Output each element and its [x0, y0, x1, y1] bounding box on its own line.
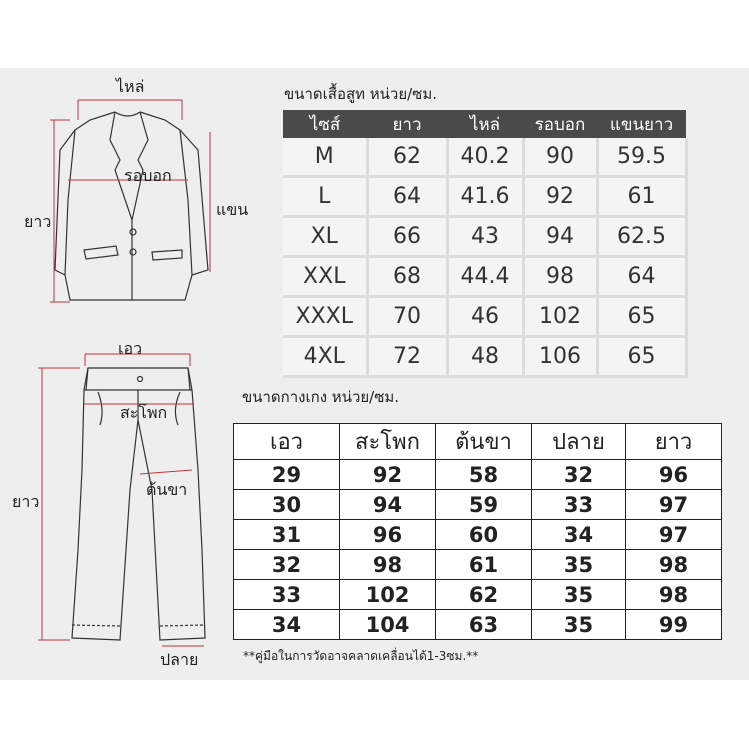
jacket-chart-title: ขนาดเสื้อสูท หน่วย/ซม.: [284, 85, 438, 103]
jacket-length-label: ยาว: [24, 212, 52, 231]
value-cell: 35: [532, 610, 626, 640]
header-cell: แขนยาว: [597, 110, 686, 138]
value-cell: 40.2: [447, 138, 523, 177]
value-cell: 61: [436, 550, 532, 580]
size-cell: XXL: [283, 257, 367, 297]
value-cell: 62: [436, 580, 532, 610]
table-row: [234, 520, 722, 550]
waist-cell: 32: [234, 550, 340, 580]
value-cell: 90: [523, 138, 597, 177]
table-row: [283, 337, 686, 377]
header-cell: เอว: [234, 424, 340, 460]
pants-length-label: ยาว: [12, 492, 40, 511]
value-cell: 68: [367, 257, 447, 297]
waist-cell: 29: [234, 460, 340, 490]
hem-label: ปลาย: [160, 650, 199, 669]
value-cell: 96: [626, 460, 722, 490]
size-cell: 4XL: [283, 337, 367, 377]
value-cell: 62.5: [597, 217, 686, 257]
value-cell: 32: [532, 460, 626, 490]
waist-cell: 33: [234, 580, 340, 610]
waist-cell: 30: [234, 490, 340, 520]
value-cell: 59.5: [597, 138, 686, 177]
header-cell: ต้นขา: [436, 424, 532, 460]
table-row: [283, 177, 686, 217]
value-cell: 92: [523, 177, 597, 217]
header-cell: ไซส์: [283, 110, 367, 138]
value-cell: 65: [597, 337, 686, 377]
waist-cell: 34: [234, 610, 340, 640]
waist-cell: 31: [234, 520, 340, 550]
header-cell: ยาว: [626, 424, 722, 460]
size-cell: L: [283, 177, 367, 217]
table-row: [283, 138, 686, 177]
header-cell: ปลาย: [532, 424, 626, 460]
value-cell: 48: [447, 337, 523, 377]
table-row: [283, 257, 686, 297]
value-cell: 34: [532, 520, 626, 550]
table-row: [234, 490, 722, 520]
thigh-label: ต้นขา: [146, 480, 188, 499]
value-cell: 98: [626, 550, 722, 580]
pants-size-table: [233, 423, 722, 640]
value-cell: 102: [523, 297, 597, 337]
value-cell: 94: [523, 217, 597, 257]
value-cell: 65: [597, 297, 686, 337]
value-cell: 72: [367, 337, 447, 377]
value-cell: 35: [532, 550, 626, 580]
value-cell: 58: [436, 460, 532, 490]
size-cell: XXXL: [283, 297, 367, 337]
value-cell: 98: [626, 580, 722, 610]
pants-chart-title: ขนาดกางเกง หน่วย/ซม.: [242, 388, 400, 406]
value-cell: 97: [626, 490, 722, 520]
shoulder-label: ไหล่: [116, 77, 145, 96]
table-row: [283, 217, 686, 257]
value-cell: 97: [626, 520, 722, 550]
value-cell: 59: [436, 490, 532, 520]
table-row: [234, 460, 722, 490]
value-cell: 41.6: [447, 177, 523, 217]
value-cell: 64: [367, 177, 447, 217]
value-cell: 104: [340, 610, 436, 640]
pants-illustration: [20, 350, 240, 660]
value-cell: 35: [532, 580, 626, 610]
value-cell: 60: [436, 520, 532, 550]
value-cell: 99: [626, 610, 722, 640]
measurement-note: **คู่มือในการวัดอาจคลาดเคลื่อนได้1-3ซม.**: [243, 649, 479, 663]
jacket-size-table: [283, 110, 688, 378]
size-cell: XL: [283, 217, 367, 257]
table-row: [234, 580, 722, 610]
waist-label: เอว: [118, 339, 143, 358]
value-cell: 61: [597, 177, 686, 217]
table-row: [234, 610, 722, 640]
value-cell: 94: [340, 490, 436, 520]
value-cell: 63: [436, 610, 532, 640]
chest-label: รอบอก: [124, 166, 172, 185]
header-cell: สะโพก: [340, 424, 436, 460]
value-cell: 70: [367, 297, 447, 337]
value-cell: 64: [597, 257, 686, 297]
value-cell: 62: [367, 138, 447, 177]
value-cell: 66: [367, 217, 447, 257]
header-cell: รอบอก: [523, 110, 597, 138]
header-cell: ไหล่: [447, 110, 523, 138]
value-cell: 44.4: [447, 257, 523, 297]
value-cell: 43: [447, 217, 523, 257]
size-cell: M: [283, 138, 367, 177]
header-cell: ยาว: [367, 110, 447, 138]
value-cell: 96: [340, 520, 436, 550]
value-cell: 33: [532, 490, 626, 520]
value-cell: 98: [340, 550, 436, 580]
table-row: [234, 550, 722, 580]
value-cell: 92: [340, 460, 436, 490]
hip-label: สะโพก: [120, 403, 168, 422]
sleeve-label: แขน: [216, 200, 249, 219]
value-cell: 98: [523, 257, 597, 297]
table-row: [283, 297, 686, 337]
value-cell: 102: [340, 580, 436, 610]
value-cell: 106: [523, 337, 597, 377]
value-cell: 46: [447, 297, 523, 337]
